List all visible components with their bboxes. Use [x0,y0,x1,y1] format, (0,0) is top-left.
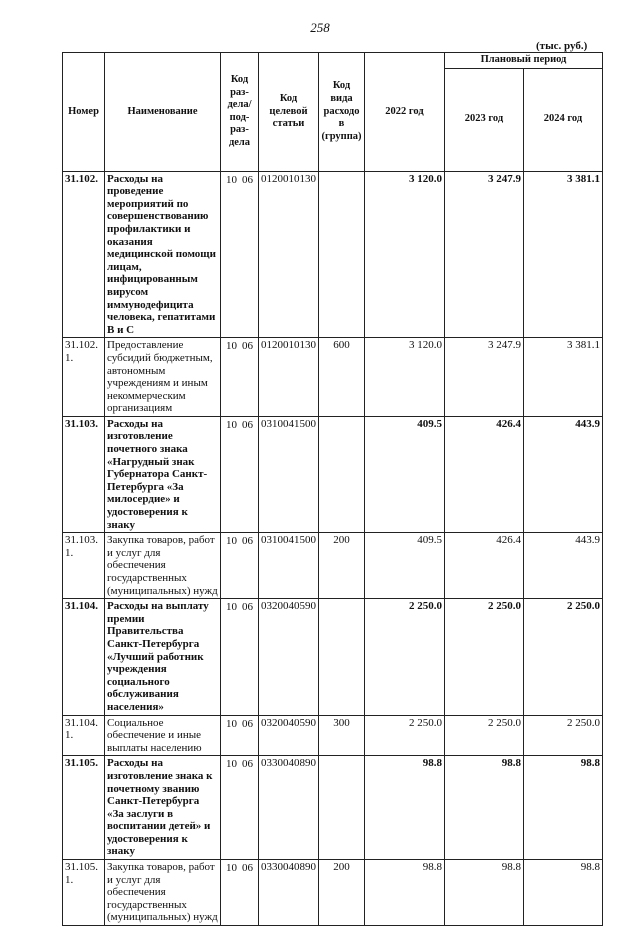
row-target-code: 0120010130 [259,171,319,338]
row-expense-type: 200 [319,533,365,599]
row-amount-2024: 2 250.0 [524,599,603,715]
row-amount-2023: 98.8 [445,860,524,926]
row-section-code [221,533,259,599]
row-amount-2022: 409.5 [365,416,445,532]
header-target-code: Код целевой статьи [259,53,319,172]
row-name: Расходы на изготовление знака к почетному званию Санкт-Петербурга «За заслуги в воспитании детей» и удостоверения к знаку [105,756,221,860]
row-amount-2024: 98.8 [524,756,603,860]
table-row [63,756,603,860]
row-target-code: 0120010130 [259,338,319,417]
row-target-code: 0310041500 [259,416,319,532]
row-section: 10 [226,173,237,186]
row-section-code [221,338,259,417]
row-expense-type [319,599,365,715]
row-expense-type: 200 [319,860,365,926]
row-target-code: 0320040590 [259,715,319,756]
row-section-code [221,715,259,756]
row-amount-2024: 2 250.0 [524,715,603,756]
row-section-code [221,599,259,715]
row-subsection: 06 [242,758,253,771]
row-section-code [221,756,259,860]
header-year-2022: 2022 год [365,53,445,172]
row-name: Социальное обеспечение и иные выплаты населению [105,715,221,756]
table-row [63,533,603,599]
row-amount-2022: 2 250.0 [365,715,445,756]
row-name: Закупка товаров, работ и услуг для обеспечения государственных (муниципальных) нужд [105,860,221,926]
row-subsection: 06 [242,173,253,186]
header-planned-period: Плановый период [445,53,603,69]
row-amount-2022: 3 120.0 [365,338,445,417]
row-section: 10 [226,418,237,431]
row-amount-2023: 426.4 [445,533,524,599]
row-amount-2023: 2 250.0 [445,599,524,715]
table-row [63,338,603,417]
row-section: 10 [226,717,237,730]
header-number: Номер [63,53,105,172]
row-subsection: 06 [242,601,253,614]
row-subsection: 06 [242,340,253,353]
row-name: Расходы на изготовление почетного знака «Нагрудный знак Губернатора Санкт-Петербурга «За милосердие» и удостоверения к знаку [105,416,221,532]
row-expense-type [319,171,365,338]
row-expense-type [319,756,365,860]
row-subsection: 06 [242,717,253,730]
row-number: 31.103. [63,416,105,532]
row-amount-2023: 98.8 [445,756,524,860]
row-number: 31.105. [63,756,105,860]
row-target-code: 0310041500 [259,533,319,599]
row-section: 10 [226,535,237,548]
row-number: 31.102. [63,171,105,338]
row-name: Предоставление субсидий бюджетным, автономным учреждениям и иным некоммерческим организациям [105,338,221,417]
table-row [63,715,603,756]
header-year-2024: 2024 год [524,68,603,171]
row-section: 10 [226,758,237,771]
row-target-code: 0330040890 [259,756,319,860]
row-number: 31.104. [63,599,105,715]
row-name: Закупка товаров, работ и услуг для обеспечения государственных (муниципальных) нужд [105,533,221,599]
row-amount-2022: 98.8 [365,756,445,860]
table-row [63,860,603,926]
row-amount-2022: 409.5 [365,533,445,599]
row-subsection: 06 [242,862,253,875]
row-amount-2023: 3 247.9 [445,338,524,417]
row-amount-2023: 2 250.0 [445,715,524,756]
header-section-code: Код раз-дела/ под-раз-дела [221,53,259,172]
row-number: 31.102.1. [63,338,105,417]
table-row [63,416,603,532]
row-amount-2023: 3 247.9 [445,171,524,338]
row-amount-2024: 3 381.1 [524,338,603,417]
row-section: 10 [226,340,237,353]
header-name: Наименование [105,53,221,172]
page-number: 258 [310,20,330,35]
row-amount-2022: 2 250.0 [365,599,445,715]
row-number: 31.103.1. [63,533,105,599]
row-expense-type: 600 [319,338,365,417]
row-target-code: 0330040890 [259,860,319,926]
row-amount-2022: 3 120.0 [365,171,445,338]
row-number: 31.104.1. [63,715,105,756]
row-amount-2023: 426.4 [445,416,524,532]
row-name: Расходы на выплату премии Правительства Санкт-Петербурга «Лучший работник учреждения социального обслуживания населения» [105,599,221,715]
header-expense-type-code: Код вида расходов (группа) [319,53,365,172]
header-row [63,53,603,69]
units-label: (тыс. руб.) [536,40,588,52]
row-section: 10 [226,862,237,875]
row-amount-2024: 98.8 [524,860,603,926]
row-target-code: 0320040590 [259,599,319,715]
row-number: 31.105.1. [63,860,105,926]
row-name: Расходы на проведение мероприятий по совершенствованию профилактики и оказания медицинской помощи лицам, инфицированным вирусом иммунодефицита человека, гепатитами В и С [105,171,221,338]
header-year-2023: 2023 год [445,68,524,171]
row-section-code [221,860,259,926]
row-section-code [221,171,259,338]
row-amount-2024: 443.9 [524,416,603,532]
row-expense-type [319,416,365,532]
row-amount-2022: 98.8 [365,860,445,926]
row-expense-type: 300 [319,715,365,756]
row-amount-2024: 3 381.1 [524,171,603,338]
table-row [63,171,603,338]
row-subsection: 06 [242,535,253,548]
budget-table [62,52,603,926]
row-amount-2024: 443.9 [524,533,603,599]
table-row [63,599,603,715]
row-section-code [221,416,259,532]
row-subsection: 06 [242,418,253,431]
row-section: 10 [226,601,237,614]
